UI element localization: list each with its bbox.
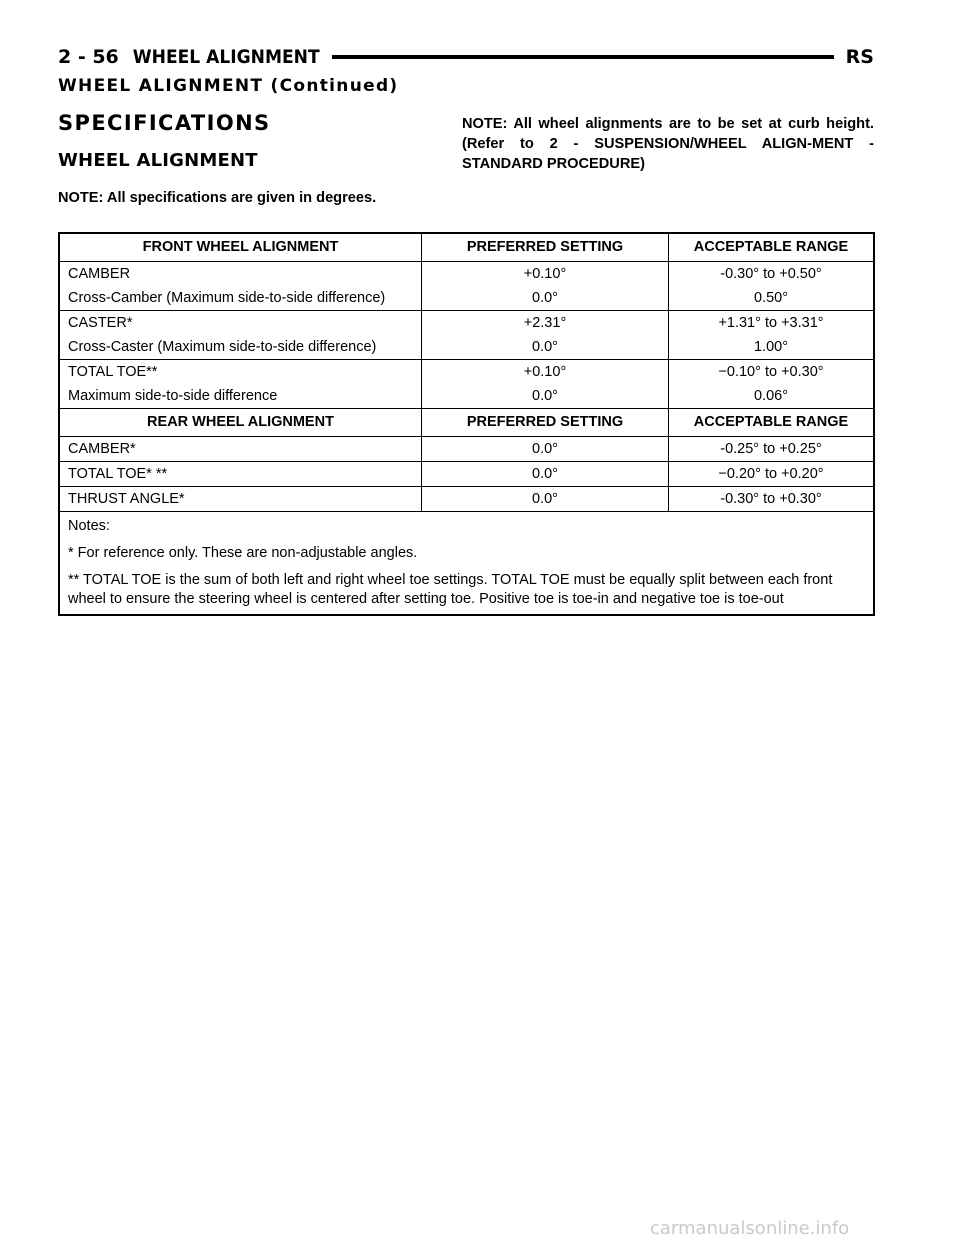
- section-title: SPECIFICATIONS: [58, 111, 271, 135]
- spec-label: Cross-Camber (Maximum side-to-side difference): [59, 286, 422, 311]
- spec-label: TOTAL TOE**: [59, 360, 422, 385]
- range-value: −0.20° to +0.20°: [669, 462, 875, 487]
- table-row: [59, 311, 874, 336]
- range-value: +1.31° to +3.31°: [669, 311, 875, 336]
- front-header-row: [59, 233, 874, 262]
- preferred-value: 0.0°: [422, 437, 669, 462]
- spec-label: Maximum side-to-side difference: [59, 384, 422, 409]
- range-value: -0.30° to +0.50°: [720, 266, 822, 282]
- table-row: [59, 384, 874, 409]
- subsection-title: WHEEL ALIGNMENT: [58, 150, 258, 171]
- header-cell: PREFERRED SETTING: [422, 233, 669, 262]
- table-row: [59, 487, 874, 512]
- preferred-value: 0.0°: [422, 462, 669, 487]
- table-row: [59, 437, 874, 462]
- table-row: [59, 286, 874, 311]
- range-value: 0.06°: [753, 388, 789, 404]
- header-section-title: WHEEL ALIGNMENT: [132, 46, 320, 68]
- model-code: RS: [845, 46, 874, 68]
- preferred-value: 0.0°: [422, 487, 669, 512]
- continued-heading: WHEEL ALIGNMENT (Continued): [58, 76, 399, 96]
- notes-row: [59, 512, 874, 616]
- preferred-value: 0.0°: [422, 335, 669, 360]
- preferred-value: +0.10°: [422, 360, 669, 385]
- table-row: [59, 335, 874, 360]
- note-reference-only: * For reference only. These are non-adjustable angles.: [68, 545, 418, 561]
- preferred-value: 0.0°: [422, 286, 669, 311]
- header-cell: ACCEPTABLE RANGE: [669, 409, 875, 437]
- range-value: -0.30° to +0.30°: [669, 487, 875, 512]
- header-cell: FRONT WHEEL ALIGNMENT: [59, 233, 422, 262]
- spec-label: CAMBER: [59, 262, 422, 287]
- table-row: [59, 462, 874, 487]
- preferred-value: +0.10°: [422, 262, 669, 287]
- notes-heading: Notes:: [68, 518, 110, 534]
- preferred-value: +2.31°: [422, 311, 669, 336]
- table-row: [59, 360, 874, 385]
- page-header: [58, 44, 874, 70]
- page-number: 2 - 56: [58, 46, 119, 68]
- spec-label: CASTER*: [59, 311, 422, 336]
- range-value: 0.50°: [753, 290, 789, 306]
- table-row: [59, 262, 874, 287]
- degrees-note: NOTE: All specifications are given in degrees.: [58, 190, 377, 206]
- spec-label: THRUST ANGLE*: [59, 487, 422, 512]
- watermark: carmanualsonline.info: [650, 1218, 850, 1239]
- header-rule: [332, 55, 834, 59]
- alignment-spec-table: [58, 232, 875, 616]
- notes-cell: [59, 512, 874, 616]
- spec-label: Cross-Caster (Maximum side-to-side difference): [59, 335, 422, 360]
- note-total-toe: ** TOTAL TOE is the sum of both left and right wheel toe settings. TOTAL TOE must be equally split between each front wheel to ensure the steering wheel is centered after setting toe. Positive toe is toe-in and negative toe is toe-out: [68, 572, 833, 607]
- range-value: −0.10° to +0.30°: [669, 360, 875, 385]
- header-cell: PREFERRED SETTING: [422, 409, 669, 437]
- spec-label: CAMBER*: [59, 437, 422, 462]
- rear-header-row: [59, 409, 874, 437]
- header-cell: REAR WHEEL ALIGNMENT: [59, 409, 422, 437]
- spec-label: TOTAL TOE* **: [59, 462, 422, 487]
- preferred-value: 0.0°: [422, 384, 669, 409]
- curb-height-note: NOTE: All wheel alignments are to be set at curb height. (Refer to 2 - SUSPENSION/WHEEL ALIGN-MENT - STANDARD PROCEDURE): [462, 116, 874, 172]
- range-value: 1.00°: [753, 339, 789, 355]
- range-value: -0.25° to +0.25°: [720, 441, 822, 457]
- header-cell: ACCEPTABLE RANGE: [669, 233, 875, 262]
